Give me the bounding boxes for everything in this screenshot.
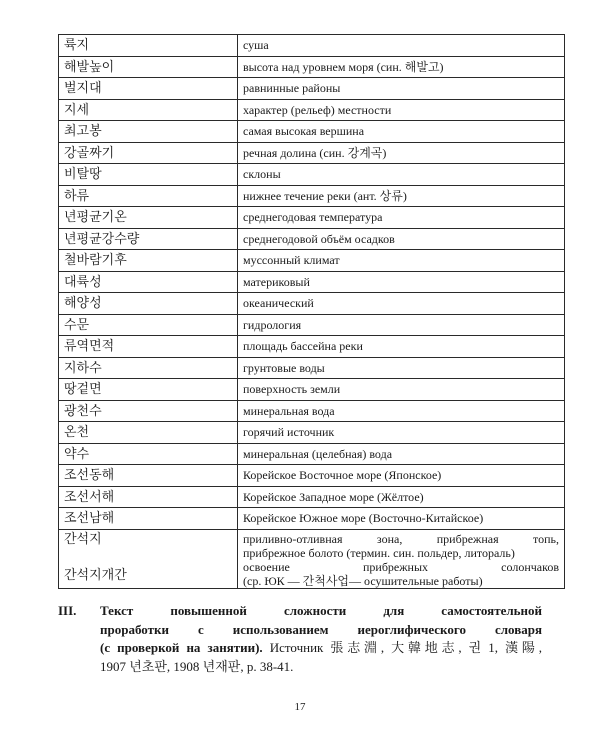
vocabulary-table-body <box>59 35 565 589</box>
russian-translation: среднегодовая температура <box>238 207 565 229</box>
russian-translation: минеральная (целебная) вода <box>238 443 565 465</box>
korean-term: 최고봉 <box>59 121 238 143</box>
korean-term: 철바람기후 <box>59 250 238 272</box>
korean-term: 대륙성 <box>59 271 238 293</box>
section-iii <box>58 602 542 676</box>
russian-translation-line: приливно-отливная зона, прибрежная топь, <box>243 531 559 546</box>
section-source-text: Источник 張志淵, 大韓地志, 권 1, 漢陽, <box>262 640 542 655</box>
russian-translation: Корейское Восточное море (Японское) <box>238 465 565 487</box>
korean-term: 륙지 <box>59 35 238 57</box>
russian-translation-cell <box>238 529 565 588</box>
russian-translation-line: (ср. ЮК — 간척사업— осушительные работы) <box>243 573 483 588</box>
section-text-line <box>100 621 542 640</box>
table-row <box>59 293 565 315</box>
table-row <box>59 465 565 487</box>
korean-term: 지세 <box>59 99 238 121</box>
table-row <box>59 56 565 78</box>
table-row <box>59 142 565 164</box>
table-row <box>59 35 565 57</box>
table-row <box>59 164 565 186</box>
table-row <box>59 422 565 444</box>
table-row <box>59 228 565 250</box>
table-row <box>59 508 565 530</box>
russian-translation-line: прибрежное болото (термин. син. польдер, литораль) <box>243 545 515 560</box>
korean-term: 간석지개간 <box>64 566 127 582</box>
table-row-last <box>59 529 565 588</box>
table-row <box>59 185 565 207</box>
russian-translation: грунтовые воды <box>238 357 565 379</box>
table-row <box>59 250 565 272</box>
korean-term: 지하수 <box>59 357 238 379</box>
table-row <box>59 400 565 422</box>
korean-term: 강골짜기 <box>59 142 238 164</box>
russian-translation: речная долина (син. 강계곡) <box>238 142 565 164</box>
korean-term: 비탈땅 <box>59 164 238 186</box>
korean-term: 땅겉면 <box>59 379 238 401</box>
korean-term: 수문 <box>59 314 238 336</box>
korean-term: 조선남해 <box>59 508 238 530</box>
section-text-line: 1907 년초판, 1908 년재판, p. 38-41. <box>100 658 294 674</box>
table-row <box>59 379 565 401</box>
russian-translation: площадь бассейна реки <box>238 336 565 358</box>
table-row <box>59 357 565 379</box>
russian-translation-line: освоение прибрежных солончаков <box>243 559 559 574</box>
section-number: III. <box>58 603 77 618</box>
russian-translation: материковый <box>238 271 565 293</box>
russian-translation: Корейское Западное море (Жёлтое) <box>238 486 565 508</box>
korean-term: 해양성 <box>59 293 238 315</box>
table-row <box>59 271 565 293</box>
section-text-line <box>100 602 542 621</box>
russian-translation: среднегодовой объём осадков <box>238 228 565 250</box>
table-row <box>59 121 565 143</box>
section-text-line <box>100 639 542 658</box>
russian-translation: склоны <box>238 164 565 186</box>
russian-translation: океанический <box>238 293 565 315</box>
korean-term: 광천수 <box>59 400 238 422</box>
korean-term-cell <box>59 529 238 588</box>
section-text-bold: (с проверкой на занятии). <box>100 640 263 655</box>
korean-term: 조선동해 <box>59 465 238 487</box>
table-row <box>59 336 565 358</box>
russian-translation: нижнее течение реки (ант. 상류) <box>238 185 565 207</box>
table-row <box>59 78 565 100</box>
korean-term: 류역면적 <box>59 336 238 358</box>
korean-term: 온천 <box>59 422 238 444</box>
korean-term: 조선서해 <box>59 486 238 508</box>
section-text-bold: проработки с использованием иероглифического словаря <box>100 621 542 637</box>
russian-translation: поверхность земли <box>238 379 565 401</box>
korean-term: 년평균강수량 <box>59 228 238 250</box>
table-row <box>59 486 565 508</box>
korean-term: 간석지 <box>64 530 102 546</box>
russian-translation: Корейское Южное море (Восточно-Китайское) <box>238 508 565 530</box>
vocabulary-table <box>58 34 565 589</box>
section-text-bold: Текст повышенной сложности для самостоятельной <box>100 603 542 618</box>
page-number: 17 <box>294 701 306 713</box>
korean-term: 약수 <box>59 443 238 465</box>
russian-translation: горячий источник <box>238 422 565 444</box>
table-row <box>59 99 565 121</box>
russian-translation: самая высокая вершина <box>238 121 565 143</box>
korean-term: 벌지대 <box>59 78 238 100</box>
russian-translation: минеральная вода <box>238 400 565 422</box>
russian-translation: высота над уровнем моря (син. 해발고) <box>238 56 565 78</box>
russian-translation: суша <box>238 35 565 57</box>
russian-translation: характер (рельеф) местности <box>238 99 565 121</box>
russian-translation: гидрология <box>238 314 565 336</box>
russian-translation: равнинные районы <box>238 78 565 100</box>
table-row <box>59 443 565 465</box>
russian-translation: муссонный климат <box>238 250 565 272</box>
table-row <box>59 314 565 336</box>
korean-term: 해발높이 <box>59 56 238 78</box>
korean-term: 년평균기온 <box>59 207 238 229</box>
table-row <box>59 207 565 229</box>
korean-term: 하류 <box>59 185 238 207</box>
